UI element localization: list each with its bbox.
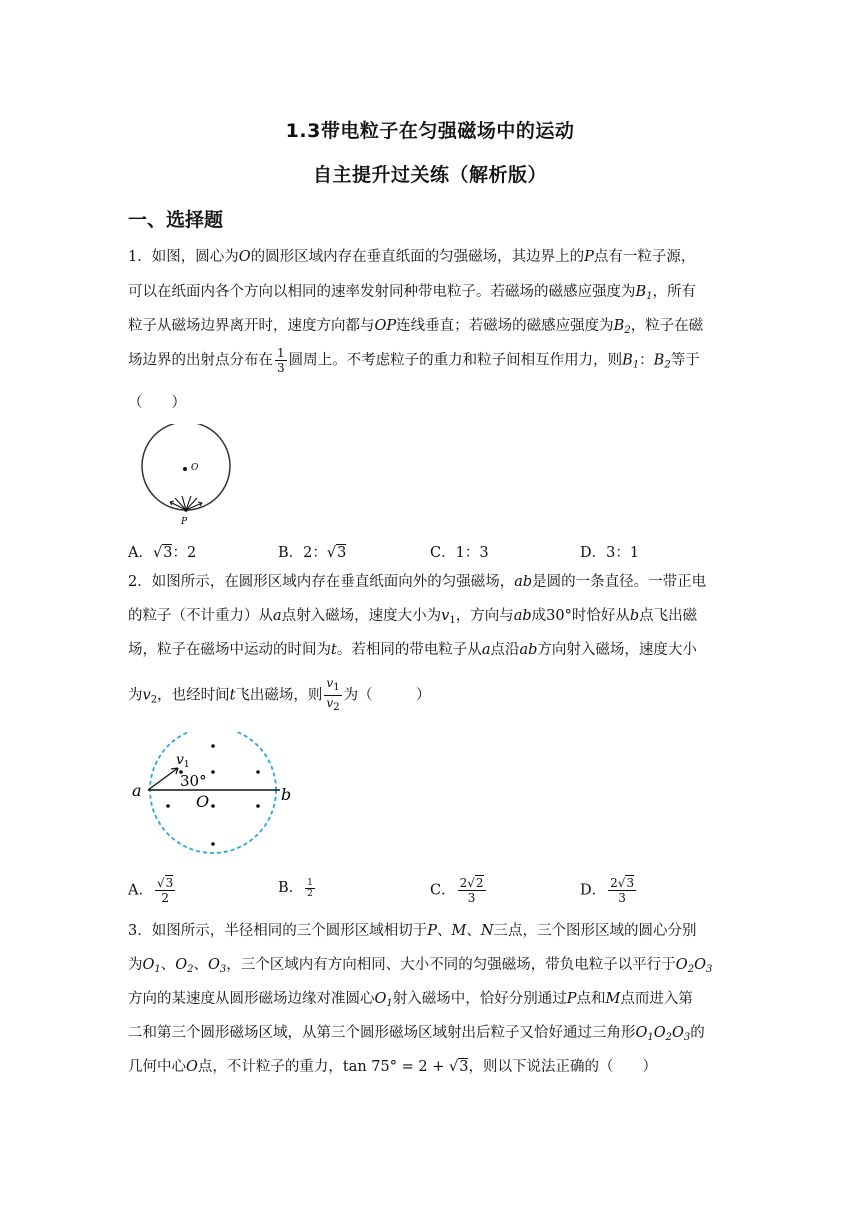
q3-line-5: 几何中心O点，不计粒子的重力，tan 75° = 2 + √3，则以下说法正确的（ ）: [128, 1059, 657, 1075]
q2-label-angle: 30°: [180, 772, 207, 790]
q3-line-2: 为$O_1$、$O_2$、$O_3$，三个区域内有方向相同、大小不同的匀强磁场，带负电粒子以平行于$O_2O_3$: [128, 957, 713, 975]
q1-option-a[interactable]: A．√3：2: [128, 545, 197, 561]
fraction-v1-v2: $\frac{v_1}{v_2}$: [326, 676, 340, 713]
q2-option-a[interactable]: A． $\frac{√3}{2}$: [128, 876, 174, 905]
q1-option-c[interactable]: C．1：3: [430, 545, 489, 561]
q2-line-1: 2．如图所示，在圆形区域内存在垂直纸面向外的匀强磁场，ab是圆的一条直径。一带正电: [128, 574, 707, 590]
q2-label-O: O: [196, 792, 210, 811]
q2-velocity-arrow: [148, 768, 178, 790]
q2-line-2: 的粒子（不计重力）从a点射入磁场，速度大小为$v_1$，方向与ab成30°时恰好从b点飞出磁: [128, 608, 698, 626]
q3-line-1: 3．如图所示，半径相同的三个圆形区域相切于P、M、N三点，三个图形区域的圆心分别: [128, 923, 697, 939]
q1-line-3: 粒子从磁场边界离开时，速度方向都与OP连线垂直；若磁场的磁感应强度为$B_2$，粒子在磁: [128, 318, 704, 336]
q2-line-4: 为$v_2$，也经时间t飞出磁场，则 $\frac{v_1}{v_2}$ 为（ ）: [128, 676, 431, 713]
q1-center-dot: [183, 467, 187, 471]
q1-line-2: 可以在纸面内各个方向以相同的速率发射同种带电粒子。若磁场的磁感应强度为$B_1$，所有: [128, 284, 697, 302]
q2-figure: [128, 732, 303, 856]
q1-option-d[interactable]: D．3：1: [580, 545, 640, 561]
q2-option-c[interactable]: C． $\frac{2√2}{3}$: [430, 876, 484, 905]
q3-line-3: 方向的某速度从圆形磁场边缘对准圆心$O_1$射入磁场中，恰好分别通过P点和M点而进入第: [128, 991, 693, 1009]
q2-label-v1: $v_1$: [176, 752, 190, 770]
q1-label-P: P: [181, 517, 188, 527]
q1-line-4: 场边界的出射点分布在 $\frac{1}{3}$ 圆周上。不考虑粒子的重力和粒子间相互作用力，则$B_1$：$B_2$等于: [128, 346, 700, 375]
q1-line-5: （ ）: [128, 395, 186, 411]
q2-field-circle: [150, 732, 276, 853]
q1-line-1: 1．如图，圆心为O的圆形区域内存在垂直纸面的匀强磁场，其边界上的P点有一粒子源，: [128, 249, 696, 265]
fraction-one-third: $\frac{1}{3}$: [277, 346, 285, 375]
q1-figure: [136, 424, 246, 528]
q2-line-3: 场，粒子在磁场中运动的时间为t。若相同的带电粒子从a点沿ab方向射入磁场，速度大小: [128, 642, 697, 658]
section-heading: 一、选择题: [128, 209, 224, 231]
q2-option-b[interactable]: B． $\frac{1}{2}$: [278, 877, 313, 899]
page-title: 1.3带电粒子在匀强磁场中的运动: [285, 120, 575, 142]
q2-label-b: b: [281, 785, 292, 804]
q3-line-4: 二和第三个圆形磁场区域，从第三个圆形磁场区域射出后粒子又恰好通过三角形$O_1O_2O_3$的: [128, 1025, 705, 1043]
q2-label-a: a: [132, 781, 142, 800]
q1-label-O: O: [191, 463, 199, 473]
q1-option-b[interactable]: B．2：√3: [278, 545, 347, 561]
q2-option-d[interactable]: D． $\frac{2√3}{3}$: [580, 876, 635, 905]
page-subtitle: 自主提升过关练（解析版）: [312, 164, 547, 186]
q1-field-circle: [142, 424, 230, 510]
